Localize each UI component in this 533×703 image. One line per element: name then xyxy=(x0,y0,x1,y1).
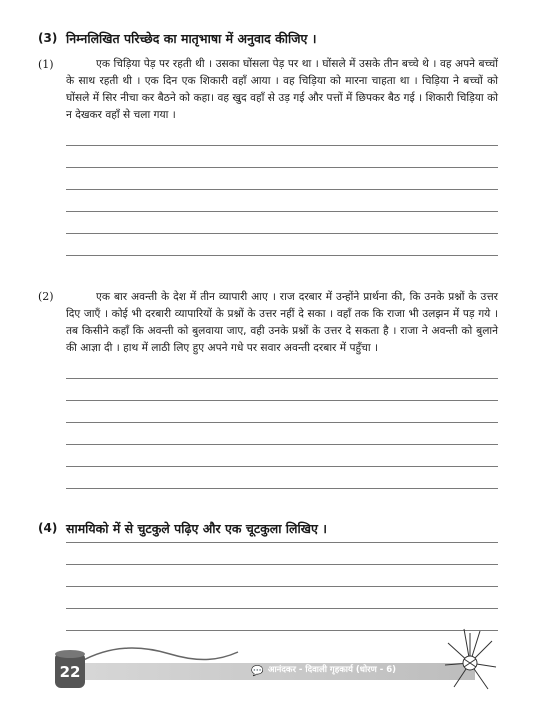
answer-line[interactable] xyxy=(66,234,498,256)
answer-lines-2[interactable] xyxy=(66,357,498,489)
page-number-badge: 22 xyxy=(55,654,85,688)
answer-line[interactable] xyxy=(66,565,498,587)
passage-2-body: कि उनके प्रश्नों के उत्तर दिए जाएँ । कोई भी दरबारी व्यापारियों के प्रश्नों के उत्तर नहीं दे सका । वहाँ तक कि राजा भी उलझन में पड़ गये । तब किसीने कहाँ कि अवन्ती को बुलवाया जाए, वही उनके प्रश्नों के उत्तर दे सकता है । राजा ने अवन्ती को बुलाने की आज्ञा दी । हाथ में लाठी लिए हुए अपने गधे पर सवार अवन्ती दरबार में पहुँचा । xyxy=(66,291,498,354)
question-number-4: (4) xyxy=(38,521,58,535)
question-heading-3: निम्नलिखित परिच्छेद का मातृभाषा में अनुवाद कीजिए । xyxy=(66,31,317,46)
passage-1-first-line: एक चिड़िया पेड़ पर रहती थी । उसका घोंसला पेड़ पर था । घोंसले में उसके xyxy=(96,58,381,70)
passage-2-first-line: एक बार अवन्ती के देश में तीन व्यापारी आए । राज दरबार में उन्होंने प्रार्थना की, xyxy=(96,291,406,303)
answer-line[interactable] xyxy=(66,445,498,467)
question-heading-4: सामयिको में से चुटकुले पढ़िए और एक चूटकुला लिखिए । xyxy=(66,521,327,536)
answer-line[interactable] xyxy=(66,587,498,609)
passage-2 xyxy=(66,289,498,357)
passage-number-2: (2) xyxy=(38,290,54,303)
answer-line[interactable] xyxy=(66,467,498,489)
question-number-3: (3) xyxy=(38,31,58,45)
passage-1-body: तीन बच्चे थे । वह अपने बच्चों के साथ रहती थी । एक दिन एक शिकारी वहाँ आया । वह चिड़िया को मारना चाहता था । चिड़िया ने बच्चों को घोंसले में सिर नीचा कर बैठने को कहा। वह खुद वहाँ से उड़ गई और पत्तों में छिपकर बैठ गई । शिकारी चिड़िया को न देखकर वहाँ से चला गया । xyxy=(66,58,498,121)
answer-line[interactable] xyxy=(66,401,498,423)
answer-line[interactable] xyxy=(66,543,498,565)
answer-line[interactable] xyxy=(66,521,498,543)
answer-line[interactable] xyxy=(66,190,498,212)
firecracker-burst-icon xyxy=(440,625,500,695)
answer-line[interactable] xyxy=(66,212,498,234)
answer-line[interactable] xyxy=(66,609,498,631)
answer-line[interactable] xyxy=(66,379,498,401)
answer-lines-1[interactable] xyxy=(66,124,498,256)
answer-line[interactable] xyxy=(66,124,498,146)
answer-line[interactable] xyxy=(66,168,498,190)
passage-number-1: (1) xyxy=(38,58,54,71)
answer-line[interactable] xyxy=(66,146,498,168)
answer-lines-4[interactable] xyxy=(66,521,498,631)
passage-1 xyxy=(66,56,498,124)
answer-line[interactable] xyxy=(66,423,498,445)
speech-bubble-icon: 💬 xyxy=(251,666,264,677)
footer-band xyxy=(55,663,475,680)
footer-title: आनंदकर - दिवाली गृहकार्य (धोरण - 6) xyxy=(268,665,397,675)
answer-line[interactable] xyxy=(66,357,498,379)
